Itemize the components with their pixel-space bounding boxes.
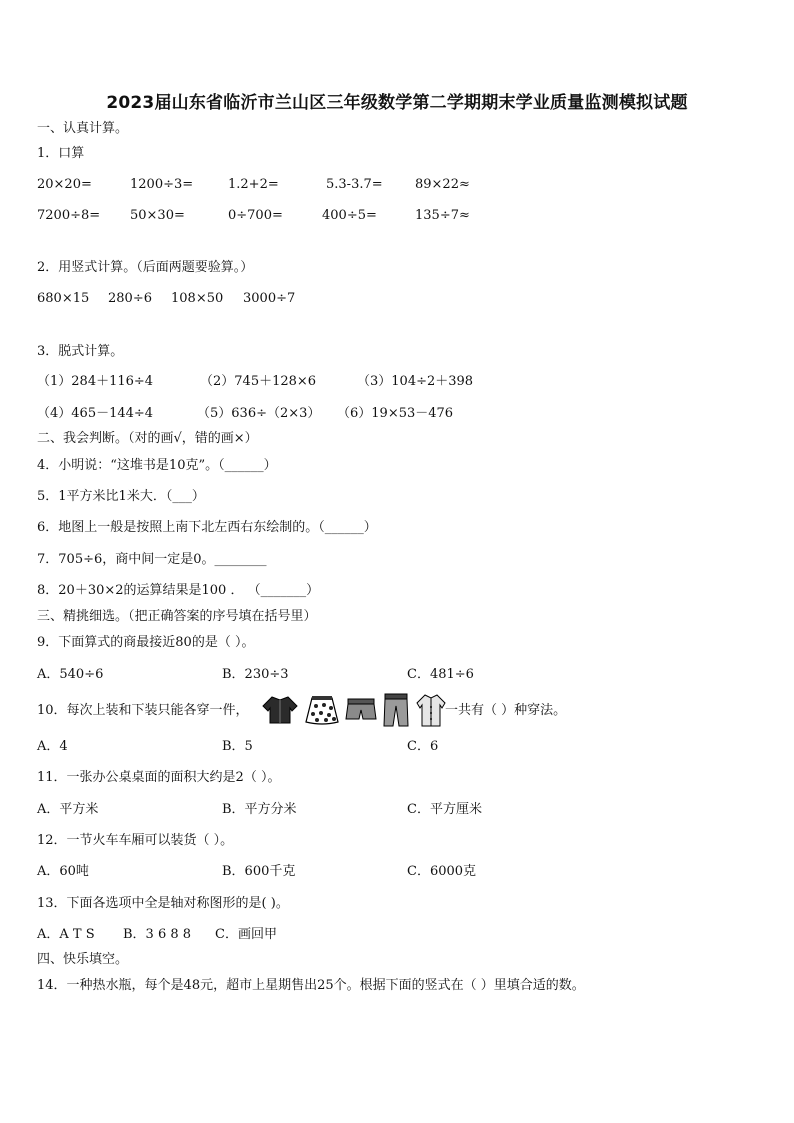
q1-r1-c2: 1200÷3= — [130, 177, 194, 192]
q10-stem-b: 一共有（ ）种穿法。 — [445, 703, 567, 718]
q1-r1-c4: 5.3-3.7= — [326, 177, 383, 192]
q2-item-1: 680×15 — [37, 291, 90, 306]
q14-stem: 14．一种热水瓶，每个是48元，超市上星期售出25个。根据下面的竖式在（ ）里填合适的数。 — [37, 978, 585, 993]
clothing-pictures — [262, 693, 447, 727]
q1-r2-c5: 135÷7≈ — [415, 208, 470, 223]
q13-stem: 13．下面各选项中全是轴对称图形的是( )。 — [37, 896, 289, 911]
q6: 6．地图上一般是按照上南下北左西右东绘制的。（______） — [37, 520, 377, 535]
q10-option-b: B．5 — [222, 739, 253, 754]
q8: 8．20＋30×2的运算结果是100 ． （_______） — [37, 583, 320, 598]
q13-option-b: B．3 6 8 8 — [123, 927, 192, 942]
q4: 4．小明说：“这堆书是10克”。（______） — [37, 458, 277, 473]
q12-option-b: B．600千克 — [222, 864, 296, 879]
q11-option-a: A．平方米 — [37, 802, 99, 817]
q1-r2-c2: 50×30= — [130, 208, 185, 223]
section-2-heading: 二、我会判断。（对的画√，错的画×） — [37, 431, 258, 446]
section-3-heading: 三、精挑细选。（把正确答案的序号填在括号里） — [37, 609, 317, 624]
q1-r2-c4: 400÷5= — [322, 208, 377, 223]
q3-item-2: （2）745＋128×6 — [200, 374, 317, 389]
q13-option-a: A．A T S — [37, 927, 95, 942]
q1-r1-c3: 1.2+2= — [228, 177, 279, 192]
jacket-icon — [262, 693, 298, 725]
q9-option-b: B．230÷3 — [222, 667, 289, 682]
q5: 5．1平方米比1米大．（___） — [37, 489, 205, 504]
q2-item-2: 280÷6 — [108, 291, 152, 306]
q3-item-6: （6）19×53－476 — [337, 406, 454, 421]
q12-option-a: A．60吨 — [37, 864, 89, 879]
q9-stem: 9．下面算式的商最接近80的是（ ）。 — [37, 635, 255, 650]
q12-option-c: C．6000克 — [407, 864, 477, 879]
q3-item-3: （3）104÷2＋398 — [357, 374, 474, 389]
q10-stem-a: 10．每次上装和下装只能各穿一件， — [37, 703, 249, 718]
q1-r2-c1: 7200÷8= — [37, 208, 101, 223]
q11-option-c: C．平方厘米 — [407, 802, 482, 817]
page-title: 2023届山东省临沂市兰山区三年级数学第二学期期末学业质量监测模拟试题 — [106, 93, 688, 113]
q7: 7．705÷6，商中间一定是0。________ — [37, 552, 267, 567]
q1-r1-c1: 20×20= — [37, 177, 92, 192]
q3-item-4: （4）465－144÷4 — [37, 406, 154, 421]
q9-option-a: A．540÷6 — [37, 667, 104, 682]
q11-stem: 11．一张办公桌桌面的面积大约是2（ ）。 — [37, 770, 281, 785]
coat-icon — [415, 693, 447, 727]
q12-stem: 12．一节火车车厢可以装货（ ）。 — [37, 833, 234, 848]
q9-option-c: C．481÷6 — [407, 667, 474, 682]
q3-item-5: （5）636÷（2×3） — [197, 406, 321, 421]
q2-label: 2．用竖式计算。（后面两题要验算。） — [37, 260, 254, 275]
q1-r1-c5: 89×22≈ — [415, 177, 470, 192]
polka-dot-skirt-icon — [304, 693, 340, 725]
q3-label: 3．脱式计算。 — [37, 344, 124, 359]
q2-item-4: 3000÷7 — [243, 291, 296, 306]
q13-option-c: C．画回甲 — [215, 927, 277, 942]
q3-item-1: （1）284＋116÷4 — [37, 374, 154, 389]
q11-option-b: B．平方分米 — [222, 802, 297, 817]
q2-item-3: 108×50 — [171, 291, 224, 306]
q10-option-a: A．4 — [37, 739, 68, 754]
trousers-icon — [382, 693, 410, 727]
q1-r2-c3: 0÷700= — [228, 208, 283, 223]
q10-option-c: C．6 — [407, 739, 439, 754]
q1-label: 1．口算 — [37, 146, 85, 161]
section-1-heading: 一、认真计算。 — [37, 121, 129, 136]
shorts-icon — [344, 693, 378, 725]
section-4-heading: 四、快乐填空。 — [37, 952, 129, 967]
